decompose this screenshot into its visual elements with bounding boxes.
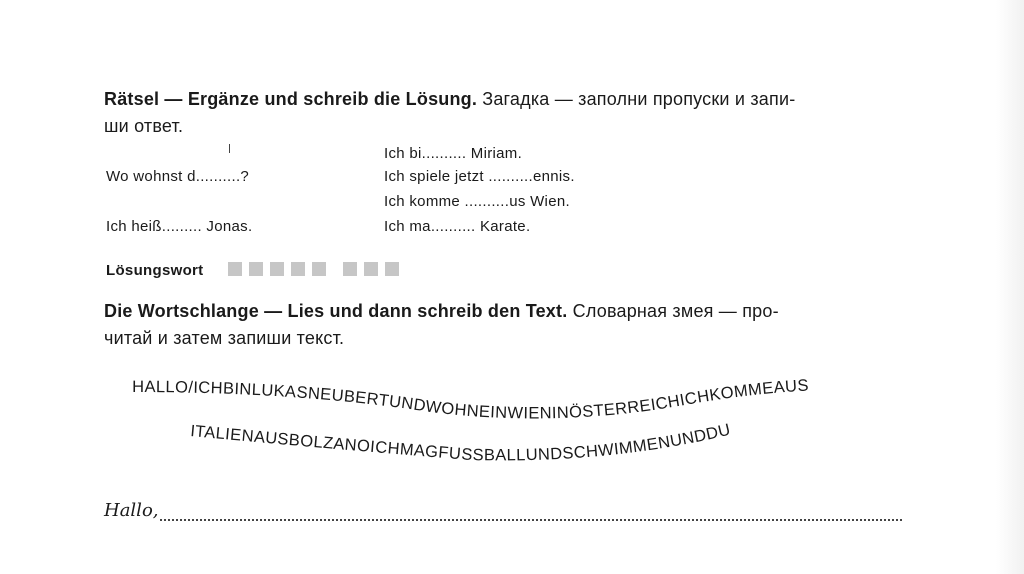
answer-writing-line [160,519,902,521]
snake-line-1 [132,377,809,423]
snake-line-2 [190,421,733,465]
loesungswort-label: Lösungswort [106,262,204,279]
wortschlange-heading-line2: читай и затем запиши текст. [104,328,345,348]
snake-line-2-text: ITALIENAUSBOLZANOICHMAGFUSSBALLUNDSCHWIMMENUNDDU [189,420,733,465]
right-line-1: Ich bi.......... Miriam. [384,145,523,162]
raetsel-heading-bold: Rätsel — Ergänze und schreib die Lösung. [104,89,478,109]
raetsel-heading-translation: Загадка — заполни пропуски и запи- [477,89,796,109]
raetsel-heading-line2: ши ответ. [104,116,184,136]
left-line-2: Ich heiß......... Jonas. [106,218,253,235]
snake-line-1-text: HALLO/ICHBINLUKASNEUBERTUNDWOHNEINWIENINÖSTERREICHICHKOMMEAUS [132,376,810,423]
right-line-2: Ich spiele jetzt ..........ennis. [384,168,575,185]
left-line-1: Wo wohnst d..........? [106,168,250,185]
right-line-3: Ich komme ..........us Wien. [384,193,570,210]
right-line-4: Ich ma.......... Karate. [384,218,531,235]
wortschlange-heading-bold: Die Wortschlange — Lies und dann schreib den Text. [104,301,568,321]
wortschlange-heading-translation: Словарная змея — про- [567,301,779,321]
answer-start-word: Hallo, [104,500,159,521]
